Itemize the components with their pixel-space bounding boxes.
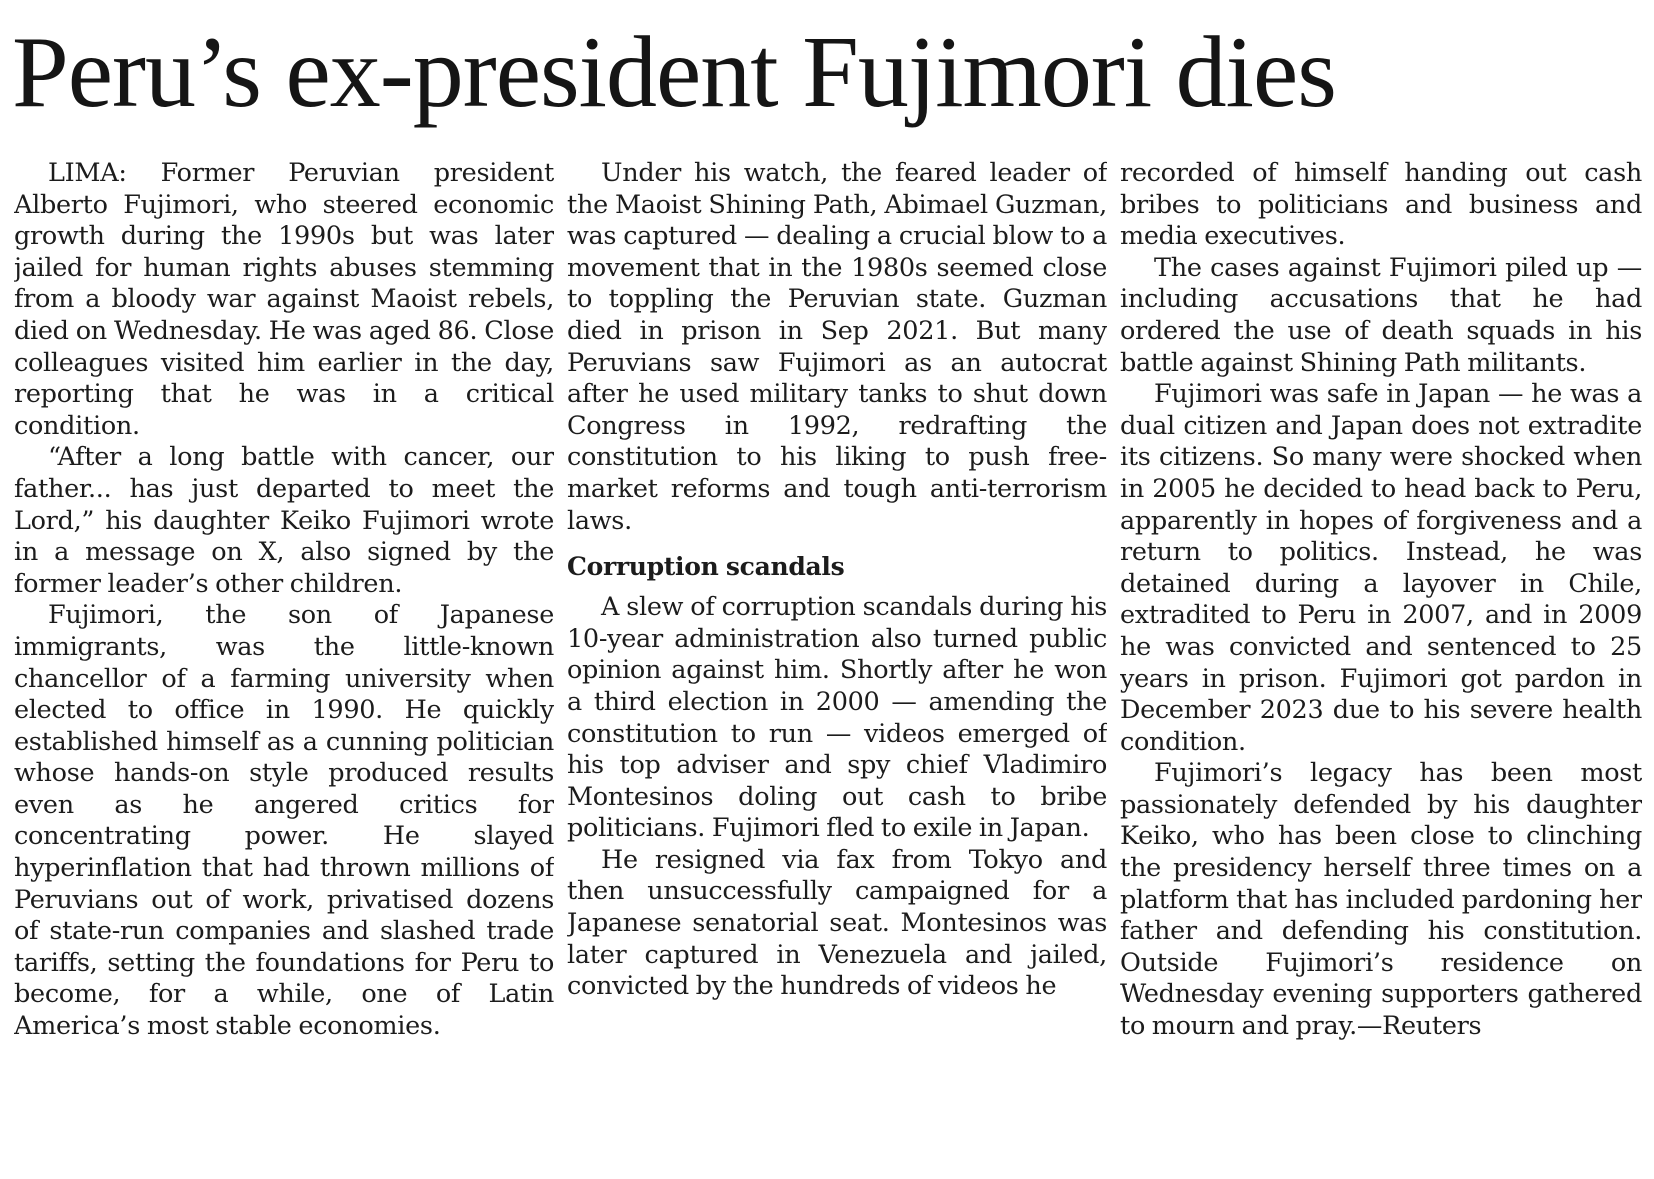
paragraph: LIMA: Former Peruvian president Alberto Fujimori, who steered economic growth during the 1990s but was later jailed for human rights abuses stemming from a bloody war against Maoist rebels, died on Wednesday. He was aged 86. Close colleagues visited him earlier in the day, reporting that he was in a critical condition.	[14, 158, 554, 441]
paragraph: Fujimori, the son of Japanese immigrants, was the little-known chancellor of a farming university when elected to office in 1990. He quickly established himself as a cunning politician whose hands-on style produced results even as he angered critics for concentrating power. He slayed hyperinflation that had thrown millions of Peruvians out of work, privatised dozens of state-run companies and slashed trade tariffs, setting the foundations for Peru to become, for a while, one of Latin America’s most stable economies.	[14, 600, 554, 1042]
paragraph: He resigned via fax from Tokyo and then unsuccessfully campaigned for a Japanese senatorial seat. Montesinos was later captured in Venezuela and jailed, convicted by the hundreds of videos he	[567, 844, 1107, 1002]
paragraph: “After a long battle with cancer, our father... has just departed to meet the Lord,” his daughter Keiko Fujimori wrote in a message on X, also signed by the former leader’s other children.	[14, 442, 554, 599]
article-column-2	[567, 158, 1107, 1168]
article-column-1	[14, 158, 554, 1168]
paragraph: The cases against Fujimori piled up — including accusations that he had ordered the use of death squads in his battle against Shining Path militants.	[1120, 252, 1642, 378]
paragraph-continued: recorded of himself handing out cash bribes to politicians and business and media executives.	[1120, 158, 1642, 252]
article-column-3	[1120, 158, 1642, 1168]
section-subheading: Corruption scandals	[567, 552, 845, 582]
paragraph: Fujimori was safe in Japan — he was a dual citizen and Japan does not extradite its citizens. So many were shocked when in 2005 he decided to head back to Peru, apparently in hopes of forgiveness and a return to politics. Instead, he was detained during a layover in Chile, extradited to Peru in 2007, and in 2009 he was convicted and sentenced to 25 years in prison. Fujimori got pardon in December 2023 due to his severe health condition.	[1120, 379, 1642, 757]
headline: Peru’s ex-president Fujimori dies	[12, 16, 1336, 129]
paragraph: A slew of corruption scandals during his 10-year administration also turned public opinion against him. Shortly after he won a third election in 2000 — amending the constitution to run — videos emerged of his top adviser and spy chief Vladimiro Montesinos doling out cash to bribe politicians. Fujimori fled to exile in Japan.	[567, 592, 1107, 844]
paragraph: Under his watch, the feared leader of the Maoist Shining Path, Abimael Guzman, was captured — dealing a crucial blow to a movement that in the 1980s seemed close to toppling the Peruvian state. Guzman died in prison in Sep 2021. But many Peruvians saw Fujimori as an autocrat after he used military tanks to shut down Congress in 1992, redrafting the constitution to his liking to push free-market reforms and tough anti-terrorism laws.	[567, 158, 1107, 536]
paragraph: Fujimori’s legacy has been most passionately defended by his daughter Keiko, who has been close to clinching the presidency herself three times on a platform that has included pardoning her father and defending his constitution. Outside Fujimori’s residence on Wednesday evening supporters gathered to mourn and pray.—Reuters	[1120, 758, 1642, 1042]
